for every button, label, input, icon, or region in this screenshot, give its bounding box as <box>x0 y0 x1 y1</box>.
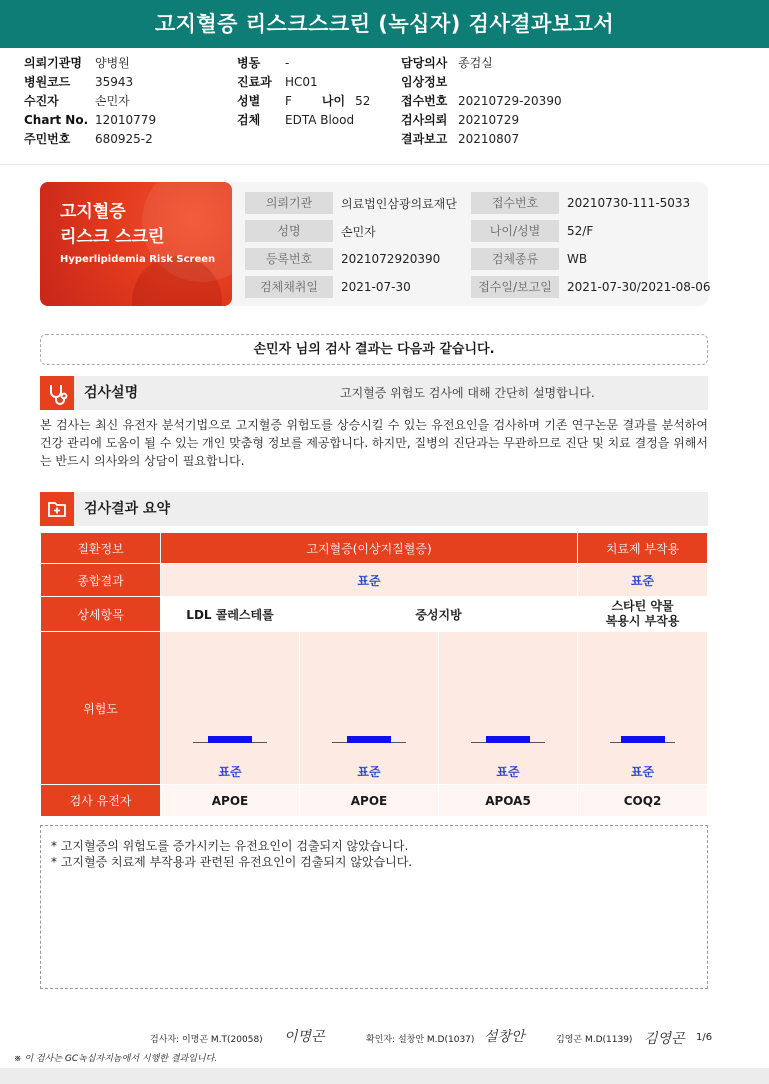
value-request-date: 20210729 <box>458 113 520 127</box>
drug-header: 치료제 부작용 <box>578 533 708 564</box>
risk-gauge <box>439 632 577 784</box>
gauge-bar <box>208 736 252 743</box>
val-receipt-no: 20210730-111-5033 <box>567 196 691 210</box>
header-col3 <box>401 54 562 149</box>
tester-signature: 이명곤 <box>284 1029 325 1045</box>
header-col1 <box>24 54 156 149</box>
table-row <box>41 597 708 632</box>
risk-gauge-cell <box>439 632 578 785</box>
key-reg-no: 등록번호 <box>245 248 333 270</box>
value-age: 52 <box>355 94 371 108</box>
gauge-bar <box>621 736 665 743</box>
row-header-risk: 위험도 <box>41 632 161 785</box>
gene-cell: APOE <box>161 785 300 817</box>
risk-level-label: 표준 <box>218 765 242 779</box>
detail-ldl: LDL 콜레스테롤 <box>161 597 300 632</box>
val-receipt-report-date: 2021-07-30/2021-08-06 <box>567 280 711 294</box>
risk-gauge-cell <box>578 632 708 785</box>
label-requester: 의뢰기관명 <box>24 56 82 70</box>
val-collection-date: 2021-07-30 <box>341 280 411 294</box>
detail-triglyceride: 중성지방 <box>300 597 578 632</box>
detail-statin: 스타틴 약물 복용시 부작용 <box>578 597 708 632</box>
key-receipt-report-date: 접수일/보고일 <box>471 276 559 298</box>
label-request-date: 검사의뢰 <box>401 113 448 127</box>
label-ward: 병동 <box>237 56 261 70</box>
key-collection-date: 검체채취일 <box>245 276 333 298</box>
notes-box <box>40 825 708 989</box>
val-institution: 의료법인삼광의료재단 <box>341 196 457 211</box>
patient-info-row <box>245 217 705 245</box>
table-row <box>41 533 708 564</box>
confirmer-signature: 설창안 <box>484 1029 525 1045</box>
note-line: * 고지혈증 치료제 부작용과 관련된 유전요인이 검출되지 않았습니다. <box>51 855 413 869</box>
note-line: * 고지혈증의 위험도를 증가시키는 유전요인이 검출되지 않았습니다. <box>51 839 409 853</box>
confirmer-info: 확인자: 설창안 M.D(1037) <box>366 1035 475 1045</box>
gene-cell: COQ2 <box>578 785 708 817</box>
table-row <box>41 564 708 597</box>
val-specimen-type: WB <box>567 252 588 266</box>
key-specimen-type: 검체종류 <box>471 248 559 270</box>
page-bottom-strip <box>0 1068 769 1084</box>
risk-level-label: 표준 <box>630 765 655 779</box>
patient-info-row <box>245 273 711 301</box>
key-institution: 의뢰기관 <box>245 192 333 214</box>
key-name: 성명 <box>245 220 333 242</box>
risk-gauge-cell <box>161 632 300 785</box>
gene-cell: APOE <box>300 785 439 817</box>
tester-info: 검사자: 이명곤 M.T(20058) <box>150 1035 263 1045</box>
doctor-signature: 김영곤 <box>644 1031 685 1047</box>
key-age-sex: 나이/성별 <box>471 220 559 242</box>
label-clinical-info: 임상정보 <box>401 75 448 89</box>
table-row <box>41 785 708 817</box>
risk-level-label: 표준 <box>357 765 381 779</box>
val-age-sex: 52/F <box>567 224 594 238</box>
value-specimen: EDTA Blood <box>285 113 355 127</box>
risk-gauge <box>161 632 299 784</box>
label-resident-no: 주민번호 <box>24 132 71 146</box>
overall-drug-result: 표준 <box>578 564 708 597</box>
key-receipt-no: 접수번호 <box>471 192 559 214</box>
disclaimer: ※ 이 검사는 GC녹십자지놈에서 시행한 결과입니다. <box>14 1054 218 1064</box>
section-summary-title: 검사결과 요약 <box>84 501 171 517</box>
stethoscope-icon <box>40 376 74 410</box>
doctor-info: 김영곤 M.D(1139) <box>556 1035 633 1045</box>
banner-title <box>60 200 164 250</box>
patient-info-row <box>245 245 705 273</box>
label-sex: 성별 <box>237 94 261 108</box>
row-header-detail: 상세항목 <box>41 597 161 632</box>
val-reg-no: 2021072920390 <box>341 252 441 266</box>
value-accession-no: 20210729-20390 <box>458 94 562 108</box>
label-patient: 수진자 <box>24 94 59 108</box>
label-accession-no: 접수번호 <box>401 94 448 108</box>
page-number: 1/6 <box>696 1032 713 1043</box>
label-hospital-code: 병원코드 <box>24 75 71 89</box>
banner-title-line2: 리스크 스크린 <box>60 227 165 247</box>
report-title: 고지혈증 리스크스크린 (녹십자) 검사결과보고서 <box>0 0 769 48</box>
overall-disease-result: 표준 <box>161 564 578 597</box>
risk-gauge-cell <box>300 632 439 785</box>
label-doctor: 담당의사 <box>401 56 448 70</box>
risk-gauge <box>300 632 438 784</box>
risk-level-label: 표준 <box>496 765 520 779</box>
header-divider <box>0 164 769 165</box>
value-resident-no: 680925-2 <box>95 132 153 146</box>
gene-cell: APOA5 <box>439 785 578 817</box>
value-hospital-code: 35943 <box>95 75 134 89</box>
val-name: 손민자 <box>341 224 376 239</box>
section-explanation-header <box>40 376 708 410</box>
label-chart-no: Chart No. <box>24 113 89 127</box>
label-report-date: 결과보고 <box>401 132 448 146</box>
row-header-gene: 검사 유전자 <box>41 785 161 817</box>
value-ward: - <box>285 56 290 70</box>
section-summary-header <box>40 492 708 526</box>
value-department: HC01 <box>285 75 318 89</box>
row-header-disease: 질환정보 <box>41 533 161 564</box>
patient-info-grid <box>245 189 711 301</box>
header-col2 <box>237 54 370 130</box>
risk-gauge <box>578 632 707 784</box>
section-explanation-desc: 고지혈증 위험도 검사에 대해 간단히 설명합니다. <box>340 386 595 400</box>
product-banner <box>40 182 232 306</box>
value-doctor: 종검실 <box>458 56 493 70</box>
patient-info-row <box>245 189 705 217</box>
section-explanation-title: 검사설명 <box>84 385 139 401</box>
gauge-bar <box>347 736 391 743</box>
folder-plus-icon <box>40 492 74 526</box>
summary-table <box>40 532 708 817</box>
gauge-bar <box>486 736 530 743</box>
label-department: 진료과 <box>237 75 272 89</box>
value-patient: 손민자 <box>95 94 130 108</box>
label-specimen: 검체 <box>237 113 261 127</box>
label-age: 나이 <box>321 94 346 108</box>
value-report-date: 20210807 <box>458 132 520 146</box>
table-row <box>41 632 708 785</box>
banner-subtitle: Hyperlipidemia Risk Screen <box>60 254 216 265</box>
explanation-body: 본 검사는 최신 유전자 분석기법으로 고지혈증 위험도를 상승시킬 수 있는 유전요인을 검사하며 기존 연구논문 결과를 분석하여 건강 관리에 도움이 될 수 있는 개인 맞춤형 정보를 제공합니다. 하지만, 질병의 진단과는 무관하므로 진단 및 치료 결정을 위해서는 반드시 의사와의 상담이 필요합니다. <box>40 418 708 468</box>
value-requester: 양병원 <box>95 56 130 70</box>
value-chart-no: 12010779 <box>95 113 157 127</box>
banner-title-line1: 고지혈증 <box>60 202 126 222</box>
value-sex: F <box>285 94 292 108</box>
result-intro: 손민자 님의 검사 결과는 다음과 같습니다. <box>40 334 708 365</box>
disease-header: 고지혈증(이상지질혈증) <box>161 533 578 564</box>
row-header-overall: 종합결과 <box>41 564 161 597</box>
